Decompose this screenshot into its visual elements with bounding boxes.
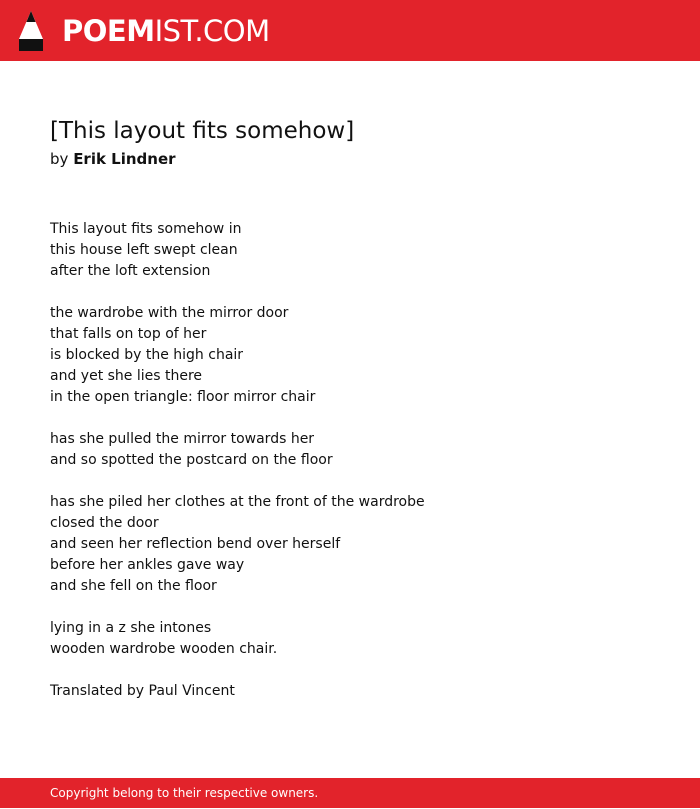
poem-line: closed the door xyxy=(50,515,159,531)
poem-author: Erik Lindner xyxy=(73,150,176,168)
brand-thin-text: IST.COM xyxy=(154,14,270,48)
poem-stanza xyxy=(50,429,650,471)
poem-line: and yet she lies there xyxy=(50,368,203,384)
poem-byline xyxy=(50,149,650,169)
poem-stanza xyxy=(50,492,650,597)
by-label: by xyxy=(50,150,69,168)
poem-body xyxy=(50,219,650,702)
poem-line: wooden wardrobe wooden chair. xyxy=(50,641,278,657)
poem-stanza xyxy=(50,219,650,282)
poem-line: is blocked by the high chair xyxy=(50,347,244,363)
poem-stanza xyxy=(50,303,650,408)
translator-note: Translated by Paul Vincent xyxy=(50,683,235,699)
pencil-icon xyxy=(18,10,44,52)
brand-wordmark xyxy=(62,10,270,52)
poem-line: and so spotted the postcard on the floor xyxy=(50,452,333,468)
poem-line: has she piled her clothes at the front of the wardrobe xyxy=(50,494,425,510)
poem-stanza xyxy=(50,618,650,660)
poem-line: this house left swept clean xyxy=(50,242,238,258)
poem-title: [This layout fits somehow] xyxy=(50,118,355,144)
poem-line: This layout fits somehow in xyxy=(50,221,242,237)
poem-line: the wardrobe with the mirror door xyxy=(50,305,289,321)
poem-line: in the open triangle: floor mirror chair xyxy=(50,389,316,405)
poem-line: and she fell on the floor xyxy=(50,578,217,594)
poem-line: lying in a z she intones xyxy=(50,620,212,636)
poem-line: before her ankles gave way xyxy=(50,557,245,573)
site-footer xyxy=(0,778,700,808)
brand-bold-text: POEM xyxy=(62,14,155,48)
poem-line: after the loft extension xyxy=(50,263,211,279)
poem-line: and seen her reflection bend over herself xyxy=(50,536,341,552)
poem-line: has she pulled the mirror towards her xyxy=(50,431,315,447)
poem-line: that falls on top of her xyxy=(50,326,207,342)
logo-link[interactable] xyxy=(18,10,270,52)
site-header xyxy=(0,0,700,61)
poem-content xyxy=(50,113,650,702)
copyright-text: Copyright belong to their respective owners. xyxy=(50,786,319,800)
